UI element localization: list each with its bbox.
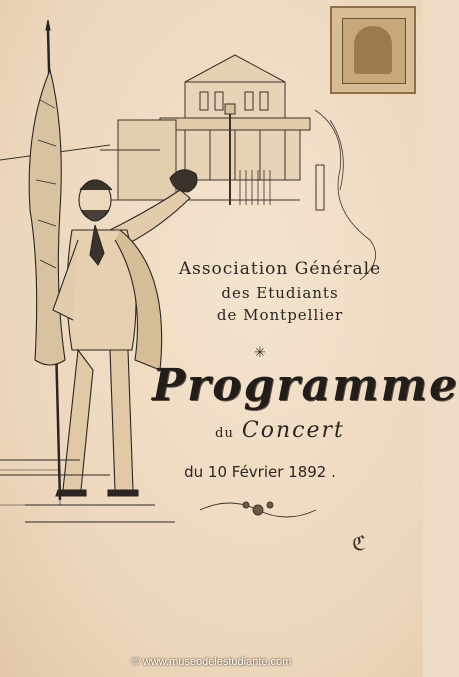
association-title: Association Générale [178,259,382,279]
concert-line [170,418,390,443]
concert-prefix: du [215,426,234,441]
students-line: des Etudiants [221,284,339,302]
floral-ornament-icon [200,502,316,517]
star-ornament-icon: ✳ [254,345,266,361]
city-line: de Montpellier [216,306,344,324]
stamp-figure-icon [354,26,392,74]
programme-heading: Programme [152,360,459,411]
monogram-icon: ℭ [352,531,367,555]
concert-word: Concert [241,418,345,443]
watermark-text: © www.museodelestudiante.com [131,656,292,668]
concert-date: du 10 Février 1892 . [184,463,336,481]
collection-stamp [330,6,416,94]
